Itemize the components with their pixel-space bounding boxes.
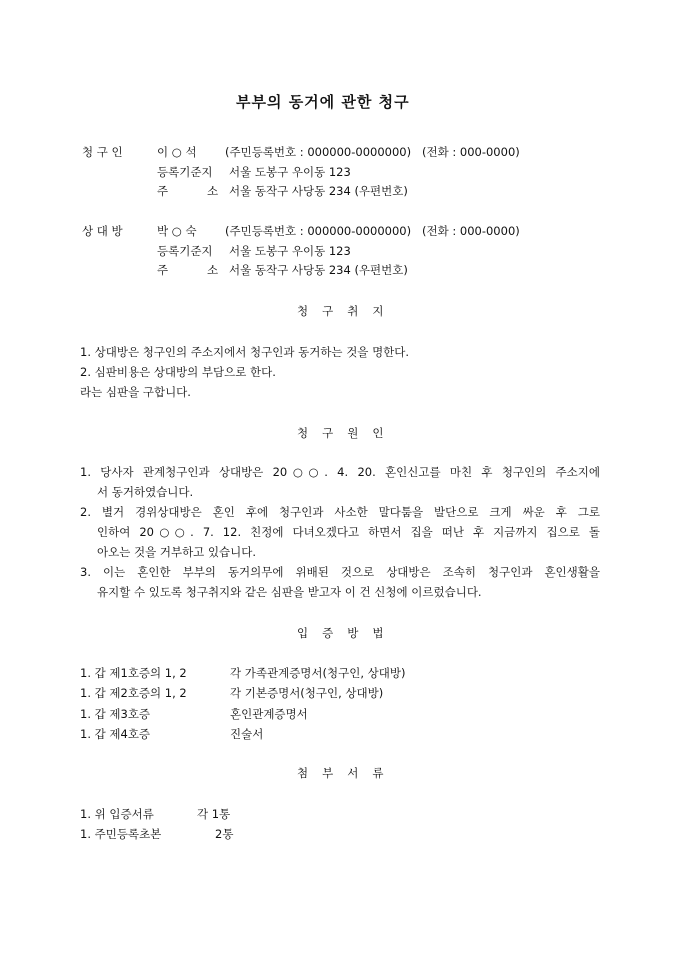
evidence-desc: 혼인관계증명서 <box>230 707 308 721</box>
petitioner-addr-label-2: 소 <box>207 184 219 198</box>
respondent-phone: (전화 : 000-0000) <box>422 224 520 238</box>
respondent-addr-value: 서울 동작구 사당동 234 (우편번호) <box>229 263 408 277</box>
respondent-reg-value: 서울 도봉구 우이동 123 <box>229 244 351 258</box>
evidence-label: 1. 갑 제3호증 <box>80 707 151 721</box>
cause-line: 2. 별거 경위상대방은 혼인 후에 청구인과 사소한 말다툼을 발단으로 크게 싸운 후 그로 <box>80 505 600 519</box>
petitioner-reg-label: 등록기준지 <box>157 165 213 179</box>
petitioner-name: 이 ○ 석 <box>157 145 197 159</box>
respondent-addr-label-2: 소 <box>207 263 219 277</box>
petitioner-role: 청 구 인 <box>82 145 123 159</box>
petitioner-addr-value: 서울 동작구 사당동 234 (우편번호) <box>229 184 408 198</box>
attachments-heading: 첨부서류 <box>297 766 398 780</box>
attachment-label: 1. 위 입증서류 <box>80 807 154 821</box>
respondent-reg-label: 등록기준지 <box>157 244 213 258</box>
respondent-name: 박 ○ 숙 <box>157 224 197 238</box>
petitioner-addr-label-1: 주 <box>157 184 169 198</box>
cause-line: 3. 이는 혼인한 부부의 동거의무에 위배된 것으로 상대방은 조속히 청구인과 혼인생활을 <box>80 565 600 579</box>
cause-line: 인하여 20○○. 7. 12. 친정에 다녀오겠다고 하면서 집을 떠난 후 지금까지 집으로 돌 <box>97 525 600 539</box>
purpose-heading: 청구취지 <box>297 304 398 318</box>
purpose-item: 1. 상대방은 청구인의 주소지에서 청구인과 동거하는 것을 명한다. <box>80 345 410 359</box>
purpose-item: 2. 심판비용은 상대방의 부담으로 한다. <box>80 365 276 379</box>
attachment-count: 2통 <box>215 827 234 841</box>
attachment-count: 각 1통 <box>197 807 231 821</box>
petitioner-phone: (전화 : 000-0000) <box>422 145 520 159</box>
evidence-label: 1. 갑 제2호증의 1, 2 <box>80 686 187 700</box>
cause-line: 유지할 수 있도록 청구취지와 같은 심판을 받고자 이 건 신청에 이르렀습니다. <box>97 585 482 599</box>
cause-line: 아오는 것을 거부하고 있습니다. <box>97 545 257 559</box>
cause-line: 서 동거하였습니다. <box>97 485 194 499</box>
cause-line: 1. 당사자 관계청구인과 상대방은 20○○. 4. 20. 혼인신고를 마친 후 청구인의 주소지에 <box>80 465 600 479</box>
evidence-desc: 진술서 <box>230 727 264 741</box>
evidence-heading: 입증방법 <box>297 626 398 640</box>
evidence-label: 1. 갑 제1호증의 1, 2 <box>80 666 187 680</box>
evidence-label: 1. 갑 제4호증 <box>80 727 151 741</box>
evidence-desc: 각 기본증명서(청구인, 상대방) <box>230 686 384 700</box>
evidence-desc: 각 가족관계증명서(청구인, 상대방) <box>230 666 406 680</box>
purpose-closing: 라는 심판을 구합니다. <box>80 385 191 399</box>
petitioner-id: (주민등록번호 : 000000-0000000) <box>225 145 412 159</box>
respondent-addr-label-1: 주 <box>157 263 169 277</box>
petitioner-reg-value: 서울 도봉구 우이동 123 <box>229 165 351 179</box>
document-title: 부부의 동거에 관한 청구 <box>236 93 410 111</box>
cause-heading: 청구원인 <box>297 426 398 440</box>
respondent-id: (주민등록번호 : 000000-0000000) <box>225 224 412 238</box>
respondent-role: 상 대 방 <box>82 224 123 238</box>
attachment-label: 1. 주민등록초본 <box>80 827 162 841</box>
